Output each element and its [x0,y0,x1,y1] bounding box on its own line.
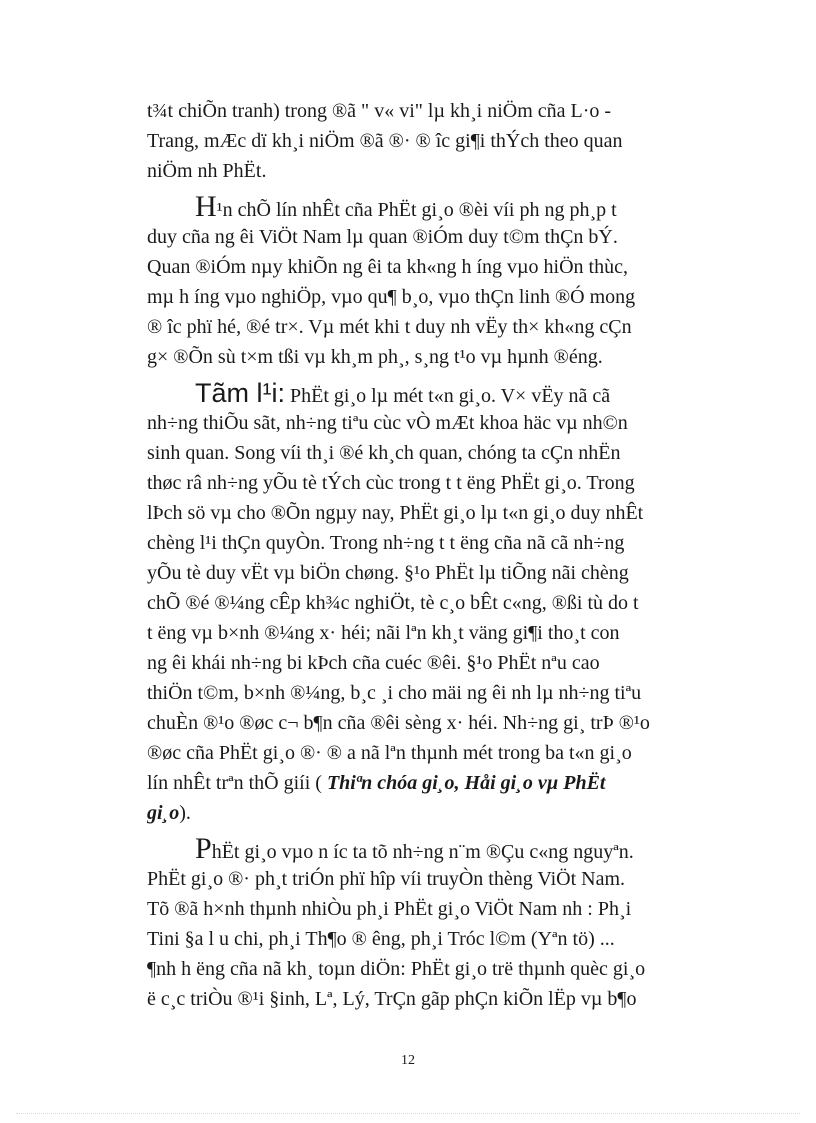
text-line: nh÷ng thiÕu sãt, nh÷ng tiªu cùc vÒ mÆt khoa häc vµ nh©n [147,412,628,434]
text-line: thøc râ nh÷ng yÕu tè tÝch cùc trong t t ëng PhËt gi¸o. Trong [147,472,635,494]
text-line [147,192,705,222]
paragraph-4 [147,834,705,1014]
text-line: g× ®Õn sù t×m tßi vµ kh¸m ph¸, s¸ng t¹o vµ hµnh ®éng. [147,346,603,368]
text-run: PhËt gi¸o lµ mét t«n gi¸o. V× vËy nã cã [285,385,611,407]
drop-cap: H [195,192,217,222]
text-line: yÕu tè duy vËt vµ biÖn chøng. §¹o PhËt lµ tiÕng nãi chèng [147,562,629,584]
text-line: t¾t chiÕn tranh) trong ®ã " v« vi" lµ kh¸i niÖm cña L·o - [147,100,612,122]
text-line: ®øc cña PhËt gi¸o ®· ® a nã lªn thµnh mét trong ba t«n gi¸o [147,742,632,764]
text-run: lín nhÊt trªn thÕ giíi ( [147,772,327,794]
text-line: t ëng vµ b×nh ®¼ng x· héi; nãi lªn kh¸t väng gi¶i tho¸t con [147,622,620,644]
text-line: ¶nh h ëng cña nã kh¸ toµn diÖn: PhËt gi¸o trë thµnh quèc gi¸o [147,958,646,980]
text-line: sinh quan. Song víi th¸i ®é kh¸ch quan, chóng ta cÇn nhËn [147,442,621,464]
page-number: 12 [401,1053,415,1068]
text-line [147,798,705,828]
emphasis-text: Thiªn chóa gi¸o, Håi gi¸o vµ PhËt [326,772,606,794]
text-line: chuÈn ®¹o ®øc c¬ b¶n cña ®êi sèng x· héi. Nh÷ng gi¸ trÞ ®¹o [147,712,650,734]
text-line: lÞch sö vµ cho ®Õn ngµy nay, PhËt gi¸o lµ t«n gi¸o duy nhÊt [147,502,644,524]
drop-cap: P [195,834,212,864]
emphasis-text: gi¸o [147,802,180,824]
summary-lead: Tãm l¹i: [195,378,285,408]
document-body [147,96,705,1014]
text-line: thiÖn t©m, b×nh ®¼ng, b¸c ¸i cho mäi ng êi nh lµ nh÷ng tiªu [147,682,642,704]
text-line: Quan ®iÓm nµy khiÕn ng êi ta kh«ng h íng vµo hiÖn thùc, [147,256,628,278]
text-line: ® îc phï hé, ®é tr×. Vµ mét khi t duy nh vËy th× kh«ng cÇn [147,316,632,338]
text-line [147,834,705,864]
text-line: PhËt gi¸o ®· ph¸t triÓn phï hîp víi truyÒn thèng ViÖt Nam. [147,868,626,890]
text-line: ng êi khái nh÷ng bi kÞch cña cuéc ®êi. §¹o PhËt nªu cao [147,652,600,674]
text-line [147,768,705,798]
text-run: hËt gi¸o vµo n íc ta tõ nh÷ng n¨m ®Çu c«ng nguyªn. [211,841,634,863]
text-line [147,378,705,408]
text-run: ¹n chÕ lín nhÊt cña PhËt gi¸o ®èi víi ph ng ph¸p t [216,199,617,221]
text-run: ). [179,802,191,824]
text-line: ë c¸c triÒu ®¹i §inh, Lª, Lý, TrÇn gãp phÇn kiÕn lËp vµ b¶o [147,988,637,1010]
paragraph-3 [147,378,705,828]
footer-divider [16,1113,800,1114]
text-line: chÕ ®é ®¼ng cÊp kh¾c nghiÖt, tè c¸o bÊt c«ng, ®ßi tù do t [147,592,639,614]
text-line: chèng l¹i thÇn quyÒn. Trong nh÷ng t t ëng cña nã cã nh÷ng [147,532,625,554]
text-line: Tõ ®ã h×nh thµnh nhiÒu ph¸i PhËt gi¸o ViÖt Nam nh : Ph¸i [147,898,632,920]
text-line: mµ h íng vµo nghiÖp, vµo qu¶ b¸o, vµo thÇn linh ®Ó mong [147,286,636,308]
paragraph-1 [147,96,705,186]
text-line: Tini §a l u chi, ph¸i Th¶o ® êng, ph¸i Tróc l©m (Yªn tö) ... [147,928,615,950]
text-line: duy cña ng êi ViÖt Nam lµ quan ®iÓm duy t©m thÇn bÝ. [147,226,618,248]
text-line: niÖm nh PhËt. [147,160,267,182]
paragraph-2 [147,192,705,372]
text-line: Trang, mÆc dï kh¸i niÖm ®ã ®· ® îc gi¶i thÝch theo quan [147,130,623,152]
